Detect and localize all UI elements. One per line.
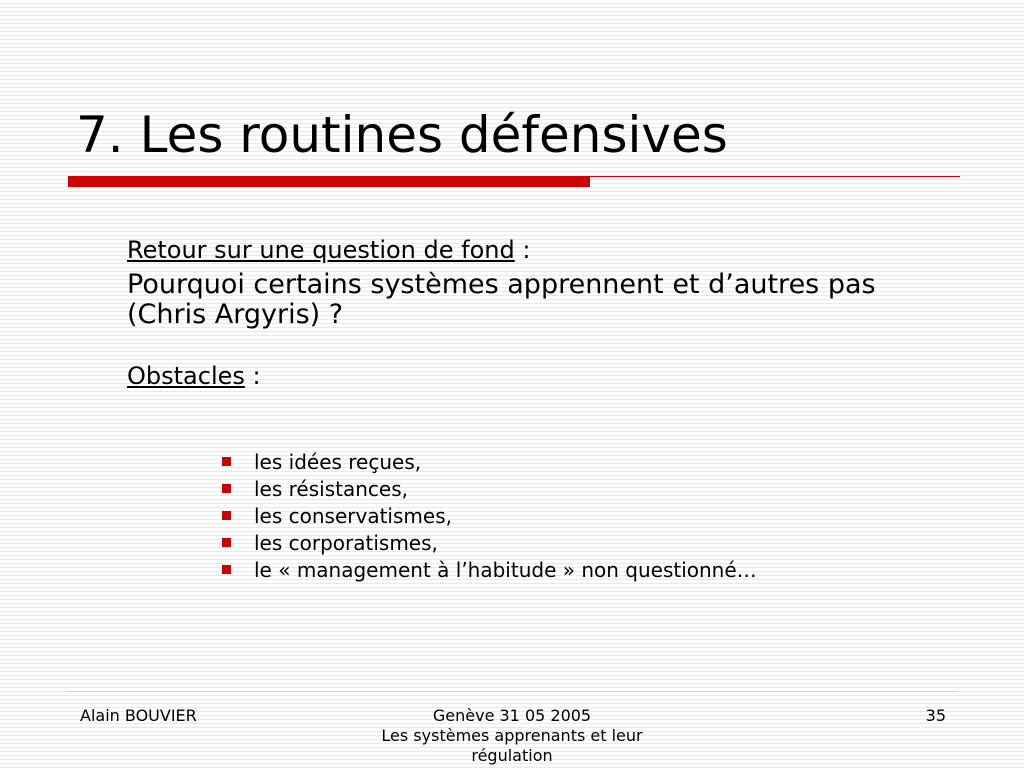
- list-item-text: les corporatismes,: [254, 530, 438, 555]
- square-bullet-icon: [222, 538, 231, 547]
- question-heading-colon: :: [514, 236, 531, 264]
- square-bullet-icon: [222, 457, 231, 466]
- obstacles-heading-colon: :: [244, 362, 261, 390]
- list-item-text: le « management à l’habitude » non questionné…: [254, 557, 757, 582]
- question-heading-label: Retour sur une question de fond: [127, 236, 515, 264]
- footer-event-title-cont: régulation: [471, 746, 553, 765]
- list-item-text: les idées reçues,: [254, 449, 422, 474]
- list-item-text: les résistances,: [254, 476, 408, 501]
- list-item: [222, 529, 757, 556]
- list-item: [222, 448, 757, 475]
- footer-event-title: Les systèmes apprenants et leur: [381, 726, 643, 745]
- question-heading: [127, 234, 957, 266]
- list-item-text: les conservatismes,: [254, 503, 452, 528]
- page-number: 35: [925, 706, 946, 725]
- obstacles-heading-label: Obstacles: [127, 362, 245, 390]
- square-bullet-icon: [222, 565, 231, 574]
- key-question: Pourquoi certains systèmes apprennent et d’autres pas (Chris Argyris) ?: [127, 269, 876, 330]
- obstacles-heading: [127, 360, 957, 392]
- list-item: [222, 556, 757, 583]
- footer-event-date: Genève 31 05 2005: [432, 706, 592, 725]
- list-item: [222, 502, 757, 529]
- slide-body: [127, 234, 957, 392]
- list-item: [222, 475, 757, 502]
- square-bullet-icon: [222, 511, 231, 520]
- square-bullet-icon: [222, 484, 231, 493]
- obstacles-list: [222, 448, 757, 583]
- title-underline-thick: [68, 176, 590, 187]
- footer-author: Alain BOUVIER: [80, 706, 197, 725]
- footer-event: [362, 706, 662, 766]
- title-underline-thin: [590, 176, 960, 177]
- slide-title: 7. Les routines défensives: [76, 106, 728, 164]
- footer-divider: [68, 691, 956, 692]
